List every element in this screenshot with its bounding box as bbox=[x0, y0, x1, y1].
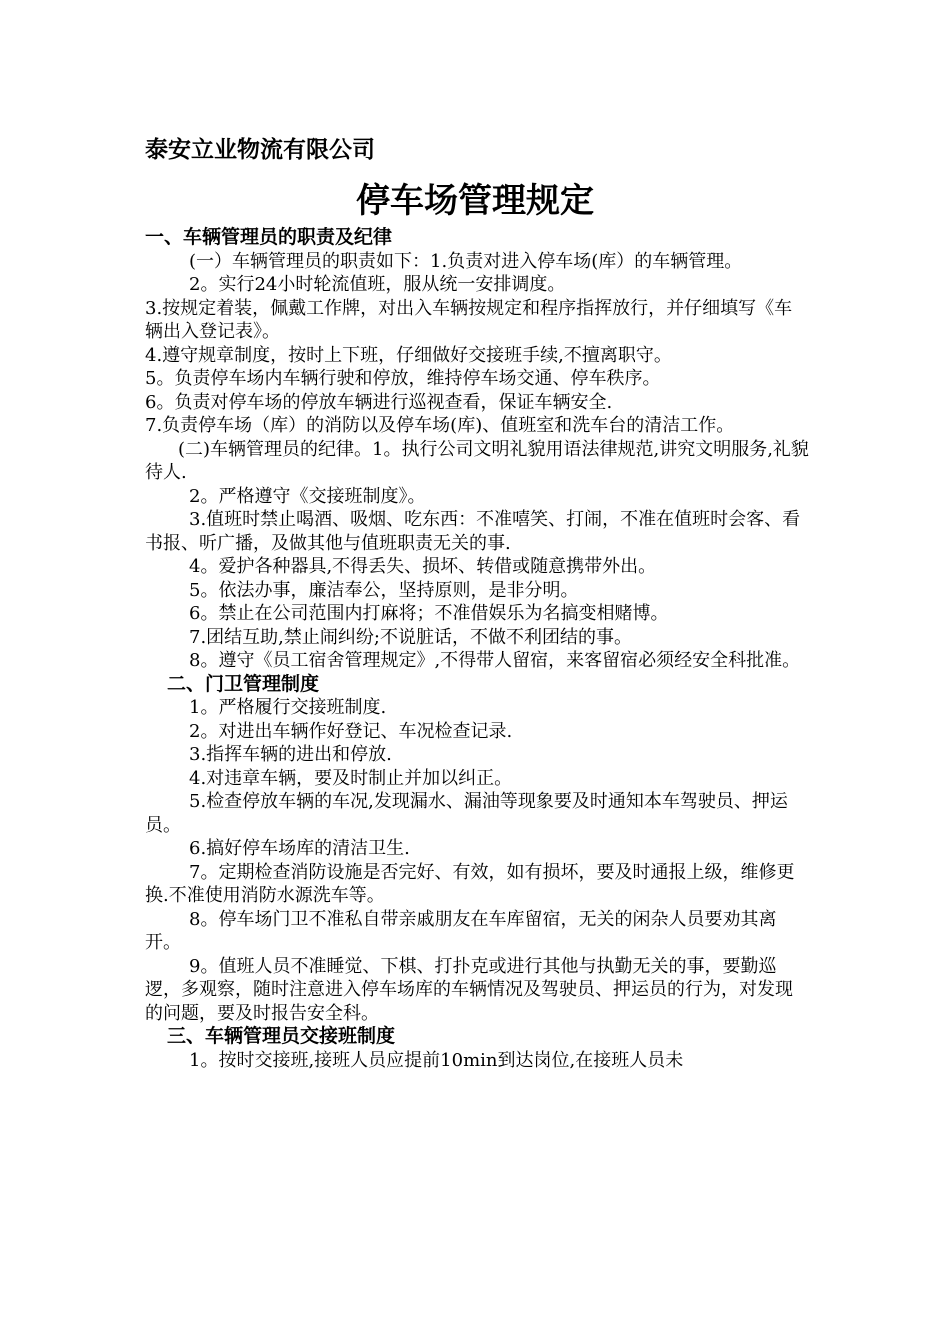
paragraph: 5。负责停车场内车辆行驶和停放，维持停车场交通、停车秩序。 bbox=[145, 368, 661, 389]
paragraph: 1。按时交接班,接班人员应提前10min到达岗位,在接班人员未 bbox=[189, 1049, 684, 1071]
paragraph: (二)车辆管理员的纪律。1。执行公司文明礼貌用语法律规范,讲究文明服务,礼貌待人. bbox=[145, 438, 809, 483]
document-title: 停车场管理规定 bbox=[356, 181, 594, 221]
paragraph: 8。停车场门卫不准私自带亲戚朋友在车库留宿，无关的闲杂人员要劝其离开。 bbox=[145, 908, 777, 953]
company-name: 泰安立业物流有限公司 bbox=[145, 137, 375, 163]
paragraph: 3.指挥车辆的进出和停放. bbox=[189, 744, 392, 765]
paragraph: 3.值班时禁止喝酒、吸烟、吃东西：不准嘻笑、打闹，不准在值班时会客、看书报、听广播，及做其他与值班职责无关的事. bbox=[145, 509, 801, 554]
paragraph: (一）车辆管理员的职责如下：1.负责对进入停车场(库）的车辆管理。 bbox=[189, 250, 743, 272]
paragraph: 8。遵守《员工宿舍管理规定》,不得带人留宿，来客留宿必须经安全科批准。 bbox=[189, 650, 801, 671]
paragraph: 6。负责对停车场的停放车辆进行巡视查看，保证车辆安全. bbox=[145, 391, 613, 413]
section-heading-2: 二、门卫管理制度 bbox=[167, 672, 320, 695]
paragraph: 6.搞好停车场库的清洁卫生. bbox=[189, 838, 410, 859]
paragraph: 1。严格履行交接班制度. bbox=[189, 697, 387, 718]
document-body bbox=[145, 226, 810, 1072]
paragraph: 7。定期检查消防设施是否完好、有效，如有损坏，要及时通报上级，维修更换.不准使用消防水源洗车等。 bbox=[145, 861, 795, 906]
paragraph: 3.按规定着装，佩戴工作牌，对出入车辆按规定和程序指挥放行，并仔细填写《车辆出入登记表》。 bbox=[145, 297, 793, 342]
paragraph: 5。依法办事，廉洁奉公，坚持原则，是非分明。 bbox=[189, 579, 579, 601]
paragraph: 4.对违章车辆，要及时制止并加以纠正。 bbox=[189, 767, 513, 789]
paragraph: 4.遵守规章制度，按时上下班，仔细做好交接班手续,不擅离职守。 bbox=[145, 344, 672, 366]
paragraph: 2。对进出车辆作好登记、车况检查记录. bbox=[189, 720, 513, 742]
paragraph: 2。严格遵守《交接班制度》。 bbox=[189, 485, 426, 507]
paragraph: 2。实行24小时轮流值班，服从统一安排调度。 bbox=[189, 274, 566, 295]
section-heading-3: 三、车辆管理员交接班制度 bbox=[167, 1025, 396, 1047]
paragraph: 4。爱护各种器具,不得丢失、损坏、转借或随意携带外出。 bbox=[189, 556, 657, 577]
section-heading-1: 一、车辆管理员的职责及纪律 bbox=[145, 226, 393, 248]
paragraph: 7.负责停车场（库）的消防以及停车场(库)、值班室和洗车台的清洁工作。 bbox=[145, 415, 735, 436]
paragraph: 7.团结互助,禁止闹纠纷;不说脏话，不做不利团结的事。 bbox=[189, 626, 632, 648]
paragraph: 5.检查停放车辆的车况,发现漏水、漏油等现象要及时通知本车驾驶员、押运员。 bbox=[145, 791, 788, 836]
paragraph: 6。禁止在公司范围内打麻将；不准借娱乐为名搞变相赌博。 bbox=[189, 603, 669, 624]
paragraph: 9。值班人员不准睡觉、下棋、打扑克或进行其他与执勤无关的事，要勤巡逻，多观察，随时注意进入停车场库的车辆情况及驾驶员、押运员的行为，对发现的问题，要及时报告安全科。 bbox=[145, 955, 793, 1024]
